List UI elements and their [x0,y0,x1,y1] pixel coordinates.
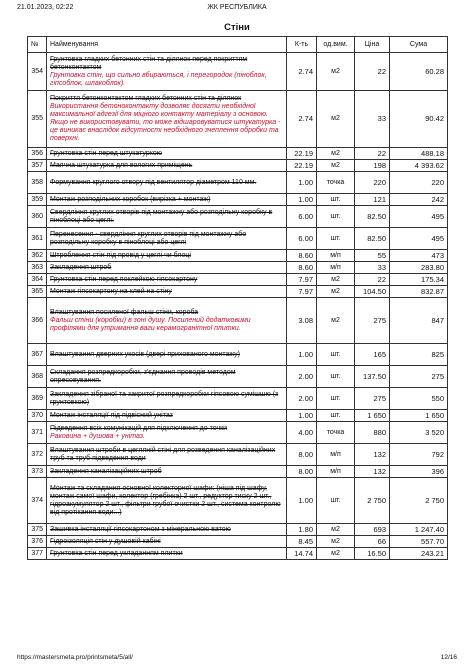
row-number: 377 [28,548,47,560]
col-header-no: № [28,37,47,53]
col-header-price: Ціна [355,37,390,53]
row-name [47,524,287,536]
row-qty: 14.74 [287,548,317,560]
row-number: 365 [28,286,47,298]
row-name-text: Грунтовка стін перед штукатуркою [50,149,163,157]
row-price: 165 [355,344,390,366]
row-qty: 1.00 [287,194,317,206]
row-unit: точка [317,172,355,194]
row-name-text: Перенесення - свердління круглих отворів під монтажну або розподільну коробку в піноблоці або цеглі [50,230,247,246]
table-row [28,262,448,274]
table-row [28,160,448,172]
row-unit: шт. [317,366,355,388]
row-price: 1 650 [355,410,390,422]
row-qty: 4.00 [287,422,317,444]
row-qty: 6.00 [287,228,317,250]
row-number: 361 [28,228,47,250]
row-qty: 8.45 [287,536,317,548]
row-name-text: Влаштування посиленої фальш стіни, короба [50,308,199,316]
row-unit: м2 [317,160,355,172]
table-header-row [28,37,448,53]
row-unit: шт. [317,194,355,206]
table-row [28,172,448,194]
row-unit: м2 [317,548,355,560]
page-header [17,4,457,16]
row-name-text: Монтаж інсталяції під підвісний унітаз [50,411,173,419]
row-name-text: Грунтовка стін перед поклейкою гіпсокартону [50,275,198,283]
row-sum: 396 [390,466,448,478]
row-name-text: Маячна штукатурка для вологих приміщень [50,161,193,169]
row-price: 104.50 [355,286,390,298]
row-name [47,160,287,172]
row-number: 357 [28,160,47,172]
section-title: Стіни [224,22,250,33]
row-note: Фальш стіни (коробки) в зоні душу. Посилений додатковими профілями для утримання ваги керамогранітної плитки. [50,316,251,332]
row-price: 22 [355,274,390,286]
row-qty: 8.00 [287,444,317,466]
row-name [47,262,287,274]
row-price: 33 [355,91,390,148]
row-name [47,274,287,286]
col-header-qty: К-ть [287,37,317,53]
row-sum: 495 [390,206,448,228]
table-row [28,410,448,422]
document-title: ЖК РЕСПУБЛИКА [207,4,267,11]
row-name-text: Підведення всіх комунікацій для підключення до точки [50,424,228,432]
row-number: 371 [28,422,47,444]
row-name [47,286,287,298]
row-sum: 175.34 [390,274,448,286]
row-name-text: Свердління круглих отворів під монтажну або розподільну коробку в піноблоці або цеглі. [50,208,273,224]
print-datetime: 21.01.2023, 02:22 [17,4,74,11]
row-price: 880 [355,422,390,444]
row-name [47,344,287,366]
row-number: 370 [28,410,47,422]
table-row [28,388,448,410]
row-name-text: Грунтовка гладких бетонних стін та ділянок перед покриттям бетонконтактом [50,55,248,71]
table-row [28,548,448,560]
row-price: 66 [355,536,390,548]
row-price: 132 [355,466,390,478]
row-name-text: Складання розпредкоробки, з'єднання проводів методом опресовування. [50,368,236,384]
row-unit: шт. [317,410,355,422]
row-number: 354 [28,53,47,91]
row-name-text: Формування круглого отвору під вентилятор діаметром 110 мм. [50,178,257,186]
row-name [47,466,287,478]
row-unit: шт. [317,344,355,366]
row-number: 366 [28,298,47,344]
row-name [47,366,287,388]
row-name [47,410,287,422]
row-note: Грунтовка стін, що сильно вбираються, і перегородок (піноблок, гіпсоблок, шлакоблок). [50,71,267,87]
row-price: 16.50 [355,548,390,560]
row-sum: 1 650 [390,410,448,422]
row-name [47,206,287,228]
row-number: 373 [28,466,47,478]
row-sum: 220 [390,172,448,194]
row-name [47,53,287,91]
row-qty: 8.60 [287,250,317,262]
row-qty: 1.80 [287,524,317,536]
row-sum: 242 [390,194,448,206]
row-price: 132 [355,444,390,466]
row-sum: 2 750 [390,478,448,524]
table-row [28,466,448,478]
row-price: 55 [355,250,390,262]
row-qty: 2.00 [287,388,317,410]
row-unit: точка [317,422,355,444]
row-name-text: Монтаж розподільних коробок (вирізка + монтаж) [50,195,211,203]
row-qty: 8.60 [287,262,317,274]
table-row [28,228,448,250]
row-sum: 473 [390,250,448,262]
row-price: 275 [355,388,390,410]
table-row [28,298,448,344]
row-price: 693 [355,524,390,536]
row-unit: шт. [317,206,355,228]
row-qty: 2.74 [287,53,317,91]
table-row [28,286,448,298]
table-body [28,53,448,560]
row-sum: 550 [390,388,448,410]
row-sum: 90.42 [390,91,448,148]
row-number: 355 [28,91,47,148]
col-header-sum: Сума [390,37,448,53]
row-qty: 22.19 [287,148,317,160]
row-unit: м2 [317,524,355,536]
row-name [47,148,287,160]
footer-url: https://mastersmeta.pro/printsmeta/5/all/ [17,654,133,661]
row-name [47,298,287,344]
row-qty: 3.08 [287,298,317,344]
row-qty: 1.00 [287,344,317,366]
row-unit: м2 [317,274,355,286]
row-qty: 6.00 [287,206,317,228]
row-name [47,478,287,524]
row-price: 198 [355,160,390,172]
row-name-text: Закладення каналізаційних штроб [50,467,162,475]
row-qty: 1.00 [287,172,317,194]
table-row [28,524,448,536]
row-name-text: Зашивка інсталяції гіпсокартоном з мінеральною ватою [50,525,231,533]
row-price: 22 [355,148,390,160]
table-row [28,344,448,366]
row-number: 369 [28,388,47,410]
row-name [47,172,287,194]
table-row [28,148,448,160]
table-row [28,206,448,228]
row-number: 374 [28,478,47,524]
row-sum: 792 [390,444,448,466]
row-name-text: Грунтовка стін перед укладанням плитки [50,549,183,557]
row-name [47,536,287,548]
row-number: 375 [28,524,47,536]
row-note: Раковина + душова + унітаз. [50,432,145,440]
row-number: 367 [28,344,47,366]
table-row [28,53,448,91]
row-number: 364 [28,274,47,286]
row-qty: 8.00 [287,466,317,478]
table-row [28,444,448,466]
row-unit: шт. [317,388,355,410]
row-qty: 22.19 [287,160,317,172]
row-name-text: Влаштування штроби в цегляній стіні для розведення каналізаційних труб та труб підведення води [50,446,276,462]
table-row [28,366,448,388]
row-sum: 488.18 [390,148,448,160]
row-price: 22 [355,53,390,91]
row-number: 376 [28,536,47,548]
estimate-table [27,36,448,560]
row-number: 359 [28,194,47,206]
row-name [47,422,287,444]
row-name [47,228,287,250]
row-number: 372 [28,444,47,466]
row-name [47,91,287,148]
row-unit: м2 [317,53,355,91]
row-price: 275 [355,298,390,344]
table-row [28,478,448,524]
row-name [47,194,287,206]
row-name [47,444,287,466]
row-unit: м2 [317,91,355,148]
row-qty: 7.97 [287,286,317,298]
col-header-unit: од.вим. [317,37,355,53]
row-qty: 2.74 [287,91,317,148]
row-sum: 557.70 [390,536,448,548]
row-qty: 2.00 [287,366,317,388]
row-name-text: Гідроізоляція стін у душовій кабіні [50,537,161,545]
row-number: 363 [28,262,47,274]
row-price: 33 [355,262,390,274]
row-sum: 1 247.40 [390,524,448,536]
row-unit: шт. [317,478,355,524]
row-price: 82.50 [355,228,390,250]
row-sum: 832.87 [390,286,448,298]
row-name-text: Влаштування дверних укосів (двері прихованого монтажу) [50,350,240,358]
row-sum: 3 520 [390,422,448,444]
row-name [47,250,287,262]
row-unit: м/п [317,262,355,274]
row-price: 220 [355,172,390,194]
row-sum: 243.21 [390,548,448,560]
row-sum: 847 [390,298,448,344]
row-name-text: Монтаж гіпсокартону на клей на стіну [50,287,172,295]
row-sum: 4 393.62 [390,160,448,172]
row-price: 137.50 [355,366,390,388]
row-name [47,548,287,560]
row-sum: 275 [390,366,448,388]
row-name-text: Монтаж та складання основної колекторної шафи: (ніша під шафу, монтаж самої шафи, колектор (гребінка) 2 шт., редуктор тиску 2 шт., гідроакумулятор 2 шт., фільтри грубої очистки 2 шт., система контролю від протікання води...) [50,484,281,516]
table-row [28,250,448,262]
row-qty: 7.97 [287,274,317,286]
row-number: 356 [28,148,47,160]
row-number: 362 [28,250,47,262]
row-price: 2 750 [355,478,390,524]
row-unit: м2 [317,298,355,344]
row-sum: 825 [390,344,448,366]
row-name-text: Штроблення стін під провід у цеглі чи блоці [50,251,191,259]
row-price: 121 [355,194,390,206]
row-unit: м2 [317,148,355,160]
row-number: 358 [28,172,47,194]
table-row [28,536,448,548]
table-row [28,194,448,206]
row-name-text: Закладення зібраної та закритої розпредкоробки гіпсовою сумішшю (з грунтовкою) [50,390,279,406]
page-number: 12/16 [440,654,457,661]
row-unit: шт. [317,228,355,250]
row-note: Використання бетоноконтакту дозволяє досягти необхідної максимальної адгезії для міцного контакту матеріалу з основою. Якщо не використовувати, то може відшаровуватися штукатурка - це виникає внаслідок відсутності необхідного зчеплення обробки та поверхні. [50,103,281,142]
page-footer [17,654,457,664]
row-unit: м2 [317,286,355,298]
row-name-text: Закладення штроб [50,263,112,271]
row-unit: м/п [317,250,355,262]
table-row [28,91,448,148]
row-sum: 60.28 [390,53,448,91]
col-header-name: Найменування [47,37,287,53]
row-qty: 1.00 [287,478,317,524]
table-row [28,274,448,286]
row-price: 82.50 [355,206,390,228]
row-name-text: Покриття бетонконтактом гладких бетонних стін та ділянок [50,95,242,102]
row-number: 368 [28,366,47,388]
row-unit: м/п [317,466,355,478]
row-name [47,388,287,410]
row-unit: м2 [317,536,355,548]
row-unit: м/п [317,444,355,466]
row-sum: 495 [390,228,448,250]
row-qty: 1.00 [287,410,317,422]
row-sum: 283.80 [390,262,448,274]
row-number: 360 [28,206,47,228]
table-row [28,422,448,444]
